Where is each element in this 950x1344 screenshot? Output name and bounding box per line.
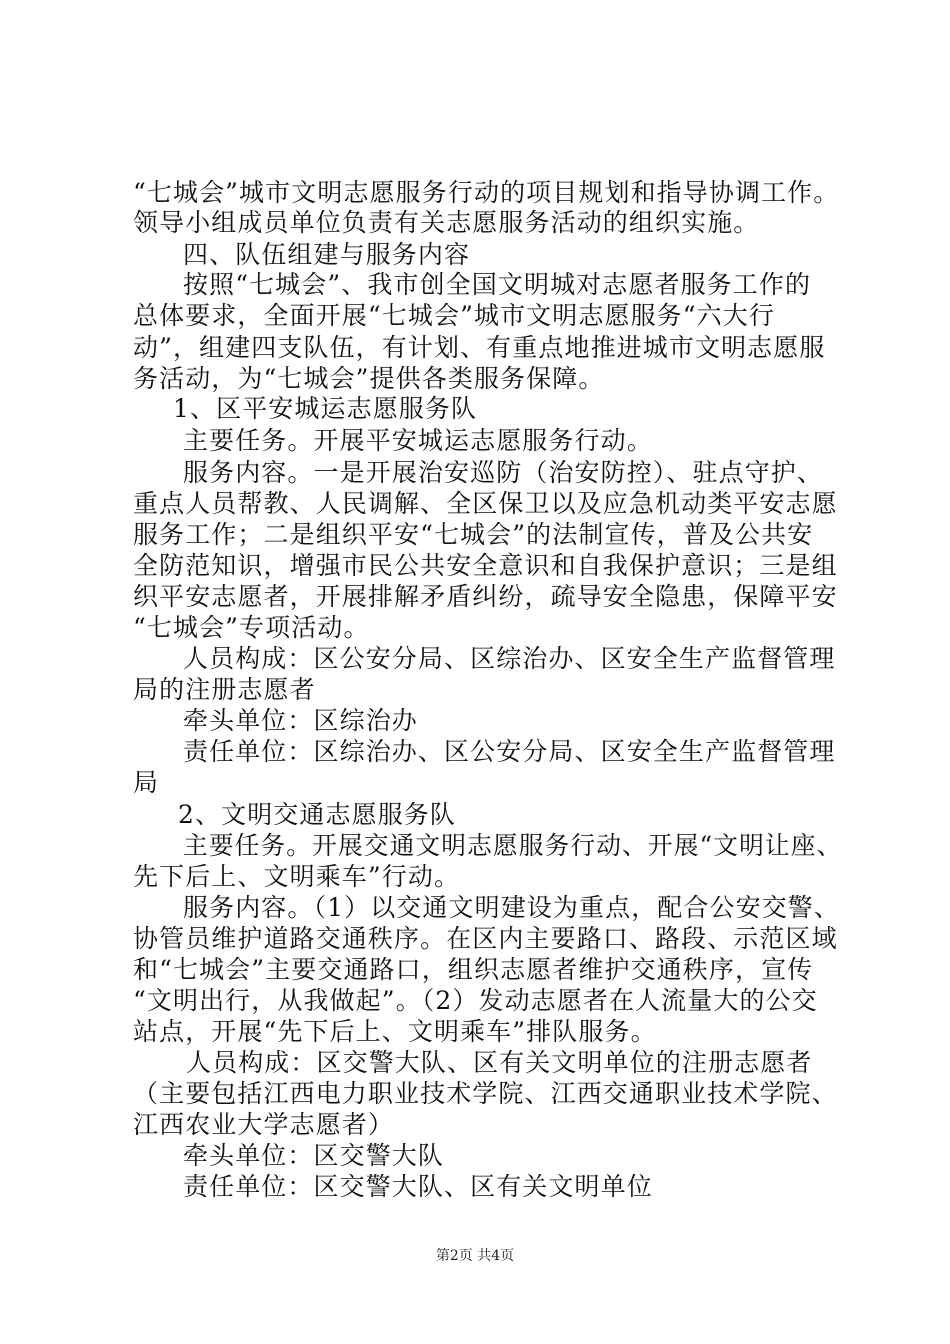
text-line: 先下后上、文明乘车”行动。 [133, 862, 461, 891]
text-line: “七城会”城市文明志愿服务行动的项目规划和指导协调工作。 [133, 178, 840, 207]
text-line: 按照“七城会”、我市创全国文明城对志愿者服务工作的 [183, 270, 812, 299]
text-line: 站点，开展“先下后上、文明乘车”排队服务。 [133, 1017, 657, 1046]
section-heading: 四、队伍组建与服务内容 [183, 240, 471, 269]
text-line: 动”，组建四支队伍，有计划、有重点地推进城市文明志愿服 [133, 333, 826, 362]
text-line: 人员构成：区公安分局、区综治办、区安全生产监督管理 [183, 644, 836, 673]
subsection-heading: 2、文明交通志愿服务队 [178, 800, 457, 829]
text-line: 江西农业大学志愿者） [133, 1110, 395, 1139]
text-line: 主要任务。开展平安城运志愿服务行动。 [183, 426, 653, 455]
page-footer: 第2页 共4页 [435, 1248, 515, 1264]
text-line: 局的注册志愿者 [133, 675, 316, 704]
text-line: 领导小组成员单位负责有关志愿服务活动的组织实施。 [133, 208, 760, 237]
text-line: 重点人员帮教、人民调解、全区保卫以及应急机动类平安志愿 [133, 489, 838, 518]
text-line: 责任单位：区综治办、区公安分局、区安全生产监督管理 [183, 737, 836, 766]
text-line: 协管员维护道路交通秩序。在区内主要路口、路段、示范区域 [133, 924, 838, 953]
text-line: 牵头单位：区综治办 [183, 706, 418, 735]
text-line: 和“七城会”主要交通路口，组织志愿者维护交通秩序，宣传 [133, 955, 814, 984]
text-line: 主要任务。开展交通文明志愿服务行动、开展“文明让座、 [183, 831, 843, 860]
text-line: 服务内容。（1）以交通文明建设为重点，配合公安交警、 [183, 893, 841, 922]
subsection-heading: 1、区平安城运志愿服务队 [173, 394, 478, 423]
text-line: 服务内容。一是开展治安巡防（治安防控）、驻点守护、 [183, 458, 824, 487]
text-line: 牵头单位：区交警大队 [183, 1141, 445, 1170]
text-line: 全防范知识，增强市民公共安全意识和自我保护意识；三是组 [133, 551, 838, 580]
text-line: （主要包括江西电力职业技术学院、江西交通职业技术学院、 [133, 1079, 838, 1108]
text-line: 服务工作；二是组织平安“七城会”的法制宣传，普及公共安 [133, 520, 814, 549]
text-line: 局 [133, 768, 160, 797]
text-line: 人员构成：区交警大队、区有关文明单位的注册志愿者 [186, 1048, 813, 1077]
text-line: “文明出行，从我做起”。（2）发动志愿者在人流量大的公交 [133, 986, 818, 1015]
text-line: 务活动，为“七城会”提供各类服务保障。 [133, 364, 605, 393]
text-line: 责任单位：区交警大队、区有关文明单位 [183, 1172, 653, 1201]
text-line: “七城会”专项活动。 [133, 613, 370, 642]
text-line: 织平安志愿者，开展排解矛盾纠纷，疏导安全隐患，保障平安 [133, 582, 838, 611]
text-line: 总体要求，全面开展“七城会”城市文明志愿服务“六大行 [133, 301, 775, 330]
